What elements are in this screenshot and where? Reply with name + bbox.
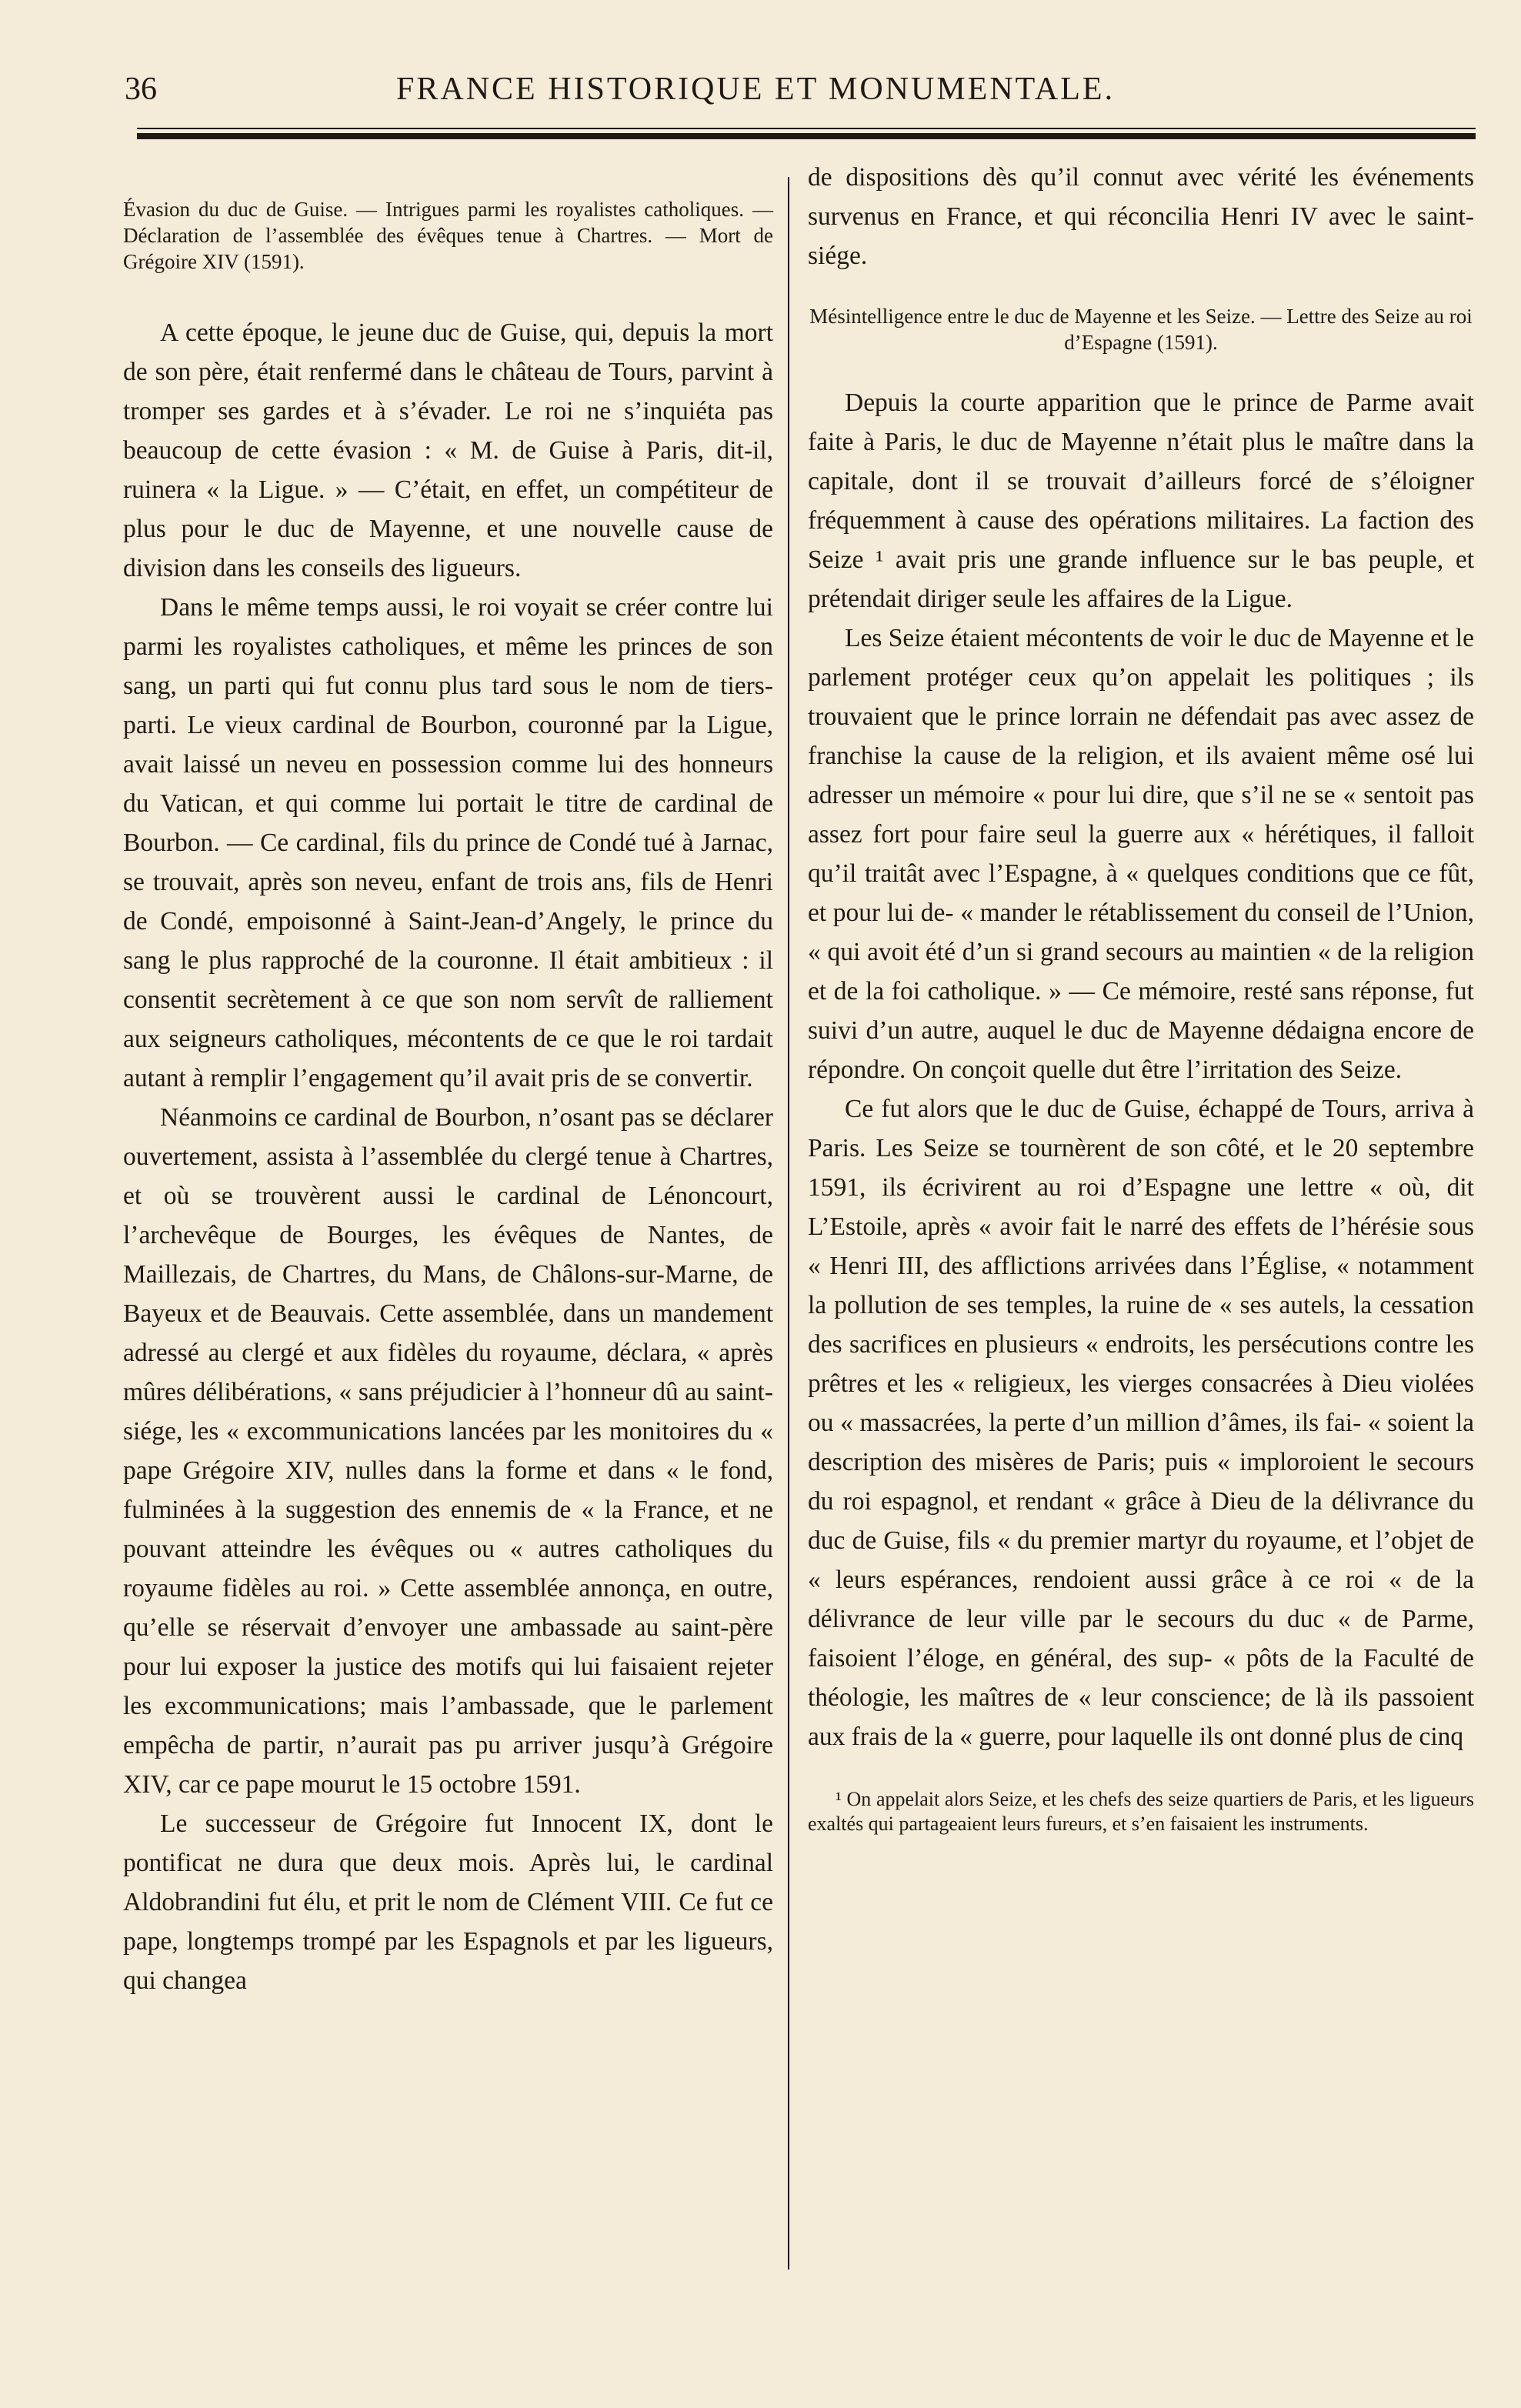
- right-paragraph-2: Les Seize étaient mécontents de voir le duc de Mayenne et le parlement protéger ceux qu’on appelait les politiques ; ils trouvaient que le prince lorrain ne défendait pas avec assez de franchise la cause de la religion, et ils avaient même osé lui adresser un mémoire « pour lui dire, que s’il ne se « sentoit pas assez fort pour faire seul la guerre aux « hérétiques, il falloit qu’il traitât avec l’Espagne, à « quelques conditions que ce fût, et pour lui de- « mander le rétablissement du conseil de l’Union, « qui avoit été d’un si grand secours au maintien « de la religion et de la foi catholique. » — Ce mémoire, resté sans réponse, fut suivi d’un autre, auquel le duc de Mayenne dédaigna encore de répondre. On conçoit quelle dut être l’irritation des Seize.: [808, 624, 1474, 1084]
- left-column: [123, 196, 773, 2000]
- header-rule-thick: [137, 133, 1476, 139]
- column-divider: [788, 177, 789, 2270]
- right-paragraph-3: Ce fut alors que le duc de Guise, échappé de Tours, arriva à Paris. Les Seize se tournèrent de son côté, et le 20 septembre 1591, ils écrivirent au roi d’Espagne une lettre « où, dit L’Estoile, après « avoir fait le narré des effets de l’hérésie sous « Henri III, des afflictions arrivées dans l’Église, « notamment la pollution de ses temples, la ruine de « ses autels, la cessation des sacrifices en plusieurs « endroits, les persécutions contre les prêtres et les « religieux, les vierges consacrées à Dieu violées ou « massacrées, la perte d’un million d’âmes, ils fai- « soient la description des misères de Paris; puis « imploroient le secours du roi espagnol, et rendant « grâce à Dieu de la délivrance du duc de Guise, fils « du premier martyr du royaume, et l’objet de « leurs espérances, rendoient aussi grâce à ce roi « de la délivrance de leur ville par le secours du duc « de Parme, faisoient l’éloge, en général, des sup- « pôts de la Faculté de théologie, les maîtres de « leur conscience; de là ils passoient aux frais de la « guerre, pour laquelle ils ont donné plus de cinq: [808, 1095, 1474, 1751]
- left-section-summary: Évasion du duc de Guise. — Intrigues parmi les royalistes catholiques. — Déclaration de l’assemblée des évêques tenue à Chartres. — Mort de Grégoire XIV (1591).: [123, 198, 773, 273]
- right-column: [808, 158, 1474, 1836]
- left-paragraph-4: Le successeur de Grégoire fut Innocent IX, dont le pontificat ne dura que deux mois. Après lui, le cardinal Aldobrandini fut élu, et prit le nom de Clément VIII. Ce fut ce pape, longtemps trompé par les Espagnols et par les ligueurs, qui changea: [123, 1809, 773, 1995]
- left-paragraph-3: Néanmoins ce cardinal de Bourbon, n’osant pas se déclarer ouvertement, assista à l’assemblée du clergé tenue à Chartres, et où se trouvèrent aussi le cardinal de Lénoncourt, l’archevêque de Bourges, les évêques de Nantes, de Maillezais, de Chartres, du Mans, de Châlons-sur-Marne, de Bayeux et de Beauvais. Cette assemblée, dans un mandement adressé au clergé et aux fidèles du royaume, déclara, « après mûres délibérations, « sans préjudicier à l’honneur dû au saint-siége, les « excommunications lancées par les monitoires du « pape Grégoire XIV, nulles dans la forme et dans « le fond, fulminées à la suggestion des ennemis de « la France, et ne pouvant atteindre les évêques ou « autres catholiques du royaume fidèles au roi. » Cette assemblée annonça, en outre, qu’elle se réservait d’envoyer une ambassade au saint-père pour lui exposer la justice des motifs qui lui faisaient rejeter les excommunications; mais l’ambassade, que le parlement empêcha de partir, n’aurait pas pu arriver jusqu’à Grégoire XIV, car ce pape mourut le 15 octobre 1591.: [123, 1103, 773, 1799]
- page-number: 36: [125, 72, 157, 107]
- left-paragraph-2: Dans le même temps aussi, le roi voyait se créer contre lui parmi les royalistes catholiques, et même les princes de son sang, un parti qui fut connu plus tard sous le nom de tiers-parti. Le vieux cardinal de Bourbon, couronné par la Ligue, avait laissé un neveu en possession comme lui des honneurs du Vatican, et qui comme lui portait le titre de cardinal de Bourbon. — Ce cardinal, fils du prince de Condé tué à Jarnac, se trouvait, après son neveu, enfant de trois ans, fils de Henri de Condé, empoisonné à Saint-Jean-d’Angely, le prince du sang le plus rapproché de la couronne. Il était ambitieux : il consentit secrètement à ce que son nom servît de ralliement aux seigneurs catholiques, mécontents de ce que le roi tardait autant à remplir l’engagement qu’il avait pris de se convertir.: [123, 593, 773, 1092]
- running-title: FRANCE HISTORIQUE ET MONUMENTALE.: [396, 72, 1116, 107]
- footnote: ¹ On appelait alors Seize, et les chefs des seize quartiers de Paris, et les ligueurs exaltés qui partageaient leurs fureurs, et s’en faisaient les instruments.: [808, 1788, 1474, 1835]
- right-paragraph-1: Depuis la courte apparition que le prince de Parme avait faite à Paris, le duc de Mayenne n’était plus le maître dans la capitale, dont il se trouvait d’ailleurs forcé de s’éloigner fréquemment à cause des opérations militaires. La faction des Seize ¹ avait pris une grande influence sur le bas peuple, et prétendait diriger seule les affaires de la Ligue.: [808, 389, 1474, 613]
- right-section-summary: Mésintelligence entre le duc de Mayenne et les Seize. — Lettre des Seize au roi d’Espagne (1591).: [809, 305, 1473, 354]
- right-continuation: de dispositions dès qu’il connut avec vérité les événements survenus en France, et qui réconcilia Henri IV avec le saint-siége.: [808, 163, 1474, 270]
- left-paragraph-1: A cette époque, le jeune duc de Guise, qui, depuis la mort de son père, était renfermé dans le château de Tours, parvint à tromper ses gardes et à s’évader. Le roi ne s’inquiéta pas beaucoup de cette évasion : « M. de Guise à Paris, dit-il, ruinera « la Ligue. » — C’était, en effet, un compétiteur de plus pour le duc de Mayenne, et une nouvelle cause de division dans les conseils des ligueurs.: [123, 319, 773, 582]
- header-rule-thin: [137, 128, 1476, 129]
